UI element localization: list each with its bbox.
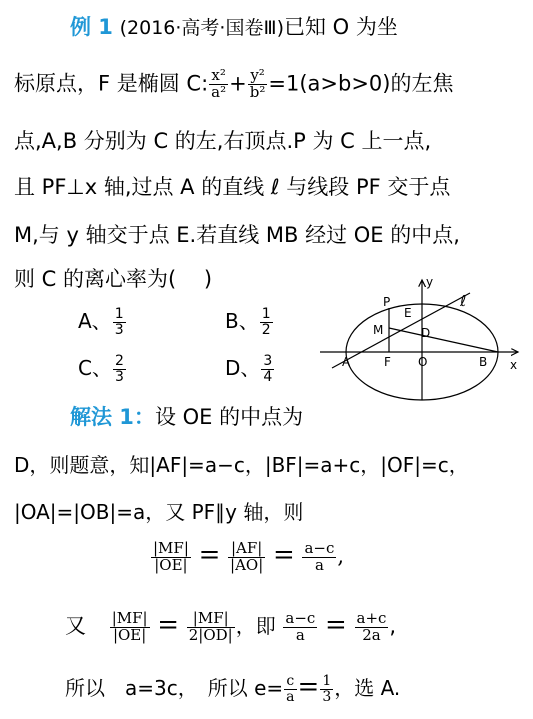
eq1-frac-1	[151, 541, 191, 574]
solution-line-3: |OA|=|OB|=a，又 PF∥y 轴，则	[14, 500, 304, 524]
eq2-lead: 又	[65, 614, 86, 638]
eq1-f1-den: |OE|	[154, 556, 188, 574]
option-a[interactable]	[78, 305, 127, 338]
eq1-frac-3	[302, 541, 336, 574]
problem-text-4b: 与线段 PF 交于点	[286, 175, 451, 199]
option-b-label: B、	[225, 309, 259, 333]
eq3-frac-2	[320, 674, 333, 704]
source-tag: (2016·高考·国卷Ⅲ)	[119, 17, 284, 39]
eq1-equals-1: =	[198, 540, 221, 570]
solution-label: 解法 1：	[70, 405, 155, 429]
eq3-f2-den: 3	[322, 689, 332, 705]
option-d-den: 4	[263, 369, 273, 385]
option-d-fraction	[261, 354, 274, 384]
eq2-f2-num: |MF|	[187, 611, 235, 628]
eq1-frac-2	[228, 541, 265, 574]
eq3-frac-1	[284, 674, 296, 704]
ellipse-figure	[320, 270, 525, 405]
line-l-symbol: ℓ	[270, 175, 280, 199]
eq1-f2-num: |AF|	[228, 541, 265, 558]
option-c-label: C、	[78, 356, 112, 380]
eq1-f3-den: a	[314, 556, 324, 574]
point-p-label: P	[383, 295, 391, 309]
eq1-comma: ,	[337, 544, 345, 568]
eq3-pre: 所以 a=3c， 所以 e=	[65, 676, 284, 700]
eq2-f2-den: 2|OD|	[188, 625, 233, 644]
eq2-frac-4	[355, 608, 389, 644]
equation-3	[65, 672, 400, 705]
equation-1	[150, 540, 344, 574]
problem-text-1: 已知 O 为坐	[283, 15, 398, 39]
ellipse-x-num: x²	[209, 68, 228, 85]
option-c-fraction	[113, 354, 126, 384]
solution-intro: 设 OE 的中点为	[154, 405, 304, 429]
eq2-f4-den: 2a	[362, 625, 381, 644]
option-c-den: 3	[114, 369, 124, 385]
ellipse-y-term	[248, 68, 268, 101]
problem-line-6: 则 C 的离心率为( )	[14, 267, 213, 291]
option-d-label: D、	[225, 356, 261, 380]
option-a-num: 1	[114, 306, 124, 323]
eq2-equals-1: =	[157, 610, 180, 640]
option-b-num: 1	[261, 306, 271, 323]
option-a-den: 3	[114, 322, 124, 338]
ellipse-x-term	[209, 68, 228, 101]
solution-line-2: D，则题意，知|AF|=a−c，|BF|=a+c，|OF|=c，	[14, 453, 469, 477]
problem-line-3: 点,A,B 分别为 C 的左,右顶点.P 为 C 上一点,	[14, 129, 432, 153]
problem-line-1	[70, 12, 398, 43]
eq3-f1-num: c	[284, 674, 296, 690]
x-axis-label: x	[510, 358, 518, 372]
eq1-f2-den: |AO|	[230, 556, 264, 574]
eq2-frac-3	[283, 608, 317, 644]
ellipse-y-num: y²	[248, 68, 268, 85]
eq3-f1-den: a	[286, 689, 295, 705]
option-d-num: 3	[263, 353, 273, 370]
problem-line-4	[14, 172, 450, 202]
eq2-f3-den: a	[295, 625, 305, 644]
option-b-fraction	[260, 307, 273, 337]
option-b-den: 2	[261, 322, 271, 338]
plus-sign: +	[229, 71, 247, 96]
option-a-label: A、	[78, 309, 112, 333]
solution-line-1	[70, 402, 303, 432]
point-e-label: E	[404, 306, 412, 320]
eq2-mid-text: ，即	[235, 614, 276, 638]
eq1-f3-num: a−c	[304, 539, 335, 558]
eq2-f1-num: |MF|	[111, 608, 148, 627]
eq3-tail: ，选 A.	[334, 676, 401, 700]
problem-text-2a: 标原点，F 是椭圆 C:	[14, 71, 209, 96]
option-d[interactable]	[225, 352, 275, 385]
eq3-f2-num: 1	[322, 673, 332, 690]
option-c[interactable]	[78, 352, 127, 385]
eq1-equals-2: =	[272, 540, 295, 570]
option-c-num: 2	[114, 353, 124, 370]
ellipse-y-den: b²	[249, 82, 266, 101]
problem-line-2	[14, 68, 453, 101]
eq3-equals: =	[297, 672, 320, 702]
problem-line-5: M,与 y 轴交于点 E.若直线 MB 经过 OE 的中点,	[14, 223, 460, 247]
eq2-f1-den: |OE|	[112, 625, 147, 644]
example-label: 例 1	[70, 15, 113, 39]
ellipse-x-den: a²	[211, 82, 227, 101]
eq1-f1-num: |MF|	[153, 539, 189, 558]
point-m-label: M	[373, 323, 384, 337]
y-axis-label: y	[426, 275, 434, 289]
eq2-equals-2: =	[325, 610, 347, 640]
segment-mb	[389, 328, 498, 352]
eq2-f4-num: a+c	[356, 608, 387, 627]
option-b[interactable]	[225, 305, 274, 338]
equation-2	[65, 610, 396, 643]
point-d-label: D	[421, 326, 431, 340]
point-b-label: B	[479, 355, 488, 369]
eq2-frac-1	[110, 608, 150, 644]
line-l-label: ℓ	[460, 292, 467, 310]
point-f-label: F	[384, 355, 391, 369]
point-o-label: O	[418, 355, 428, 369]
problem-text-4a: 且 PF⊥x 轴,过点 A 的直线	[14, 175, 265, 199]
point-a-label: A	[342, 355, 351, 369]
eq2-comma: ,	[389, 614, 397, 638]
problem-text-2b: =1(a>b>0)的左焦	[268, 71, 454, 96]
eq2-frac-2	[187, 608, 235, 644]
eq2-f3-num: a−c	[285, 608, 316, 627]
option-a-fraction	[113, 307, 126, 337]
